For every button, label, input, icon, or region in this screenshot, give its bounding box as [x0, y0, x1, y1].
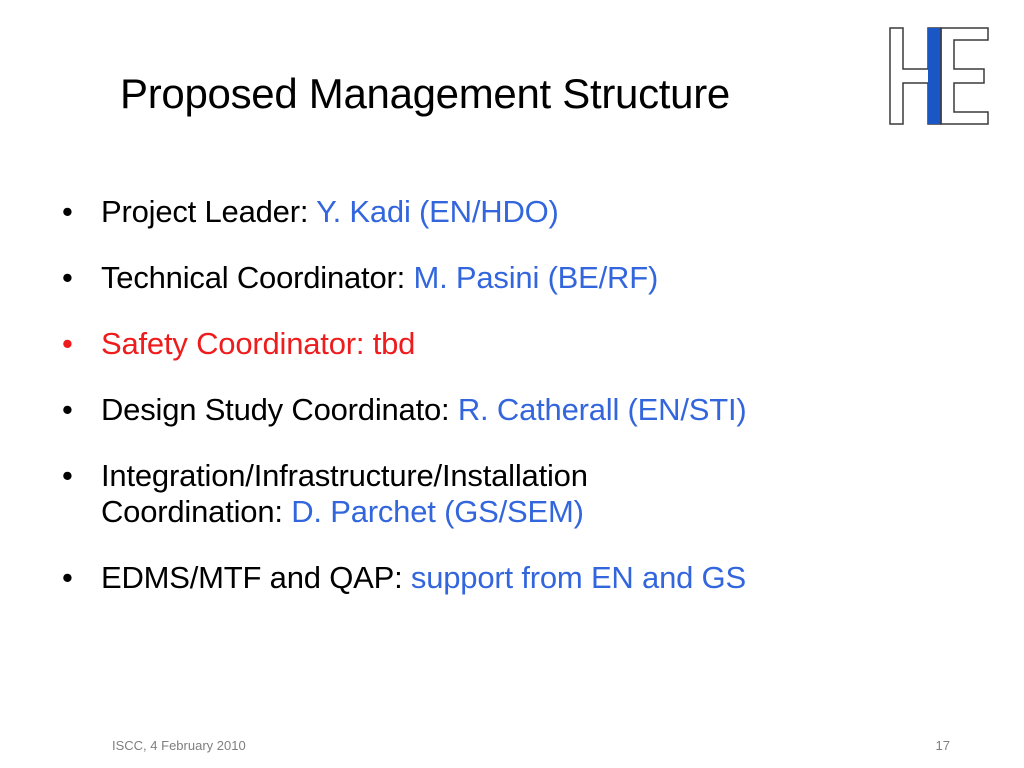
bullet-dot: • [62, 392, 73, 427]
bullet-label: EDMS/MTF and QAP: [101, 560, 411, 595]
bullet-label-line2: Coordination: [101, 494, 292, 529]
bullet-safety-coordinator [62, 326, 992, 362]
bullet-list [62, 194, 992, 626]
footer-date: ISCC, 4 February 2010 [112, 738, 246, 753]
bullet-dot: • [62, 458, 73, 493]
bullet-label: Safety Coordinator: tbd [101, 326, 416, 361]
slide-title: Proposed Management Structure [120, 70, 730, 117]
bullet-value: D. Parchet (GS/SEM) [291, 494, 584, 529]
bullet-dot: • [62, 326, 73, 361]
bullet-value: R. Catherall (EN/STI) [457, 392, 747, 427]
bullet-value: M. Pasini (BE/RF) [413, 260, 659, 295]
bullet-dot: • [62, 560, 73, 595]
bullet-dot: • [62, 260, 73, 295]
bullet-integration-coordination [62, 458, 992, 530]
bullet-label: Technical Coordinator: [101, 260, 414, 295]
he-logo-icon [888, 26, 990, 126]
bullet-value: support from EN and GS [410, 560, 746, 595]
bullet-technical-coordinator [62, 260, 992, 296]
page-number: 17 [935, 738, 950, 753]
bullet-label: Design Study Coordinato: [101, 392, 458, 427]
bullet-edms-qap [62, 560, 992, 596]
bullet-value: Y. Kadi (EN/HDO) [316, 194, 559, 229]
bullet-design-study-coordinator [62, 392, 992, 428]
bullet-dot: • [62, 194, 73, 229]
bullet-label: Project Leader: [101, 194, 317, 229]
bullet-project-leader [62, 194, 992, 230]
bullet-label-line1: Integration/Infrastructure/Installation [101, 458, 588, 493]
